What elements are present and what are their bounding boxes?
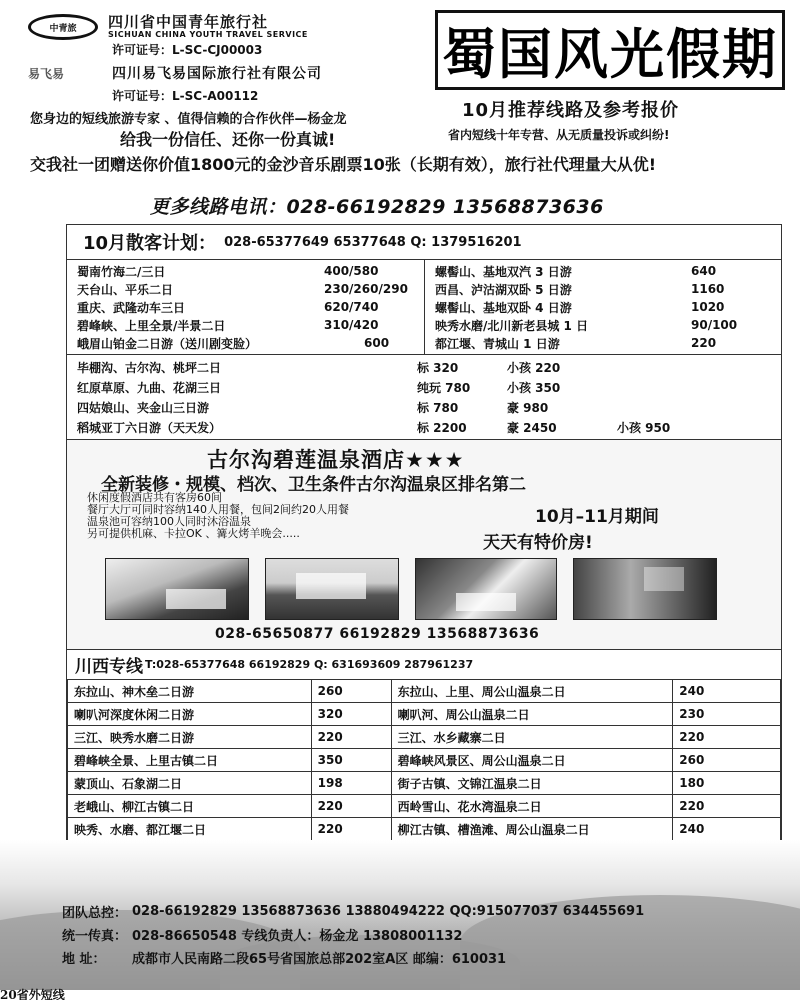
route-name: 东拉山、上里、周公山温泉二日 bbox=[391, 680, 673, 703]
routes-panel bbox=[66, 224, 782, 888]
route-name: 红原草原、九曲、花湖三日 bbox=[77, 380, 222, 395]
west-header bbox=[67, 649, 781, 679]
agency-info bbox=[28, 12, 448, 104]
route-price: 豪 980 bbox=[507, 400, 549, 415]
long-routes bbox=[67, 354, 781, 439]
route-price: 350 bbox=[311, 749, 391, 772]
route-name: 天台山、平乐二日 bbox=[77, 282, 174, 297]
route-price: 320 bbox=[311, 703, 391, 726]
agency1-cn: 四川省中国青年旅行社 bbox=[108, 13, 269, 31]
slogan-trust: 给我一份信任、还你一份真诚! bbox=[120, 130, 336, 149]
route-name: 三江、映秀水磨二日游 bbox=[68, 726, 312, 749]
hotel-photos bbox=[105, 558, 717, 620]
route-name: 螺髻山、基地双汽 3 日游 bbox=[435, 264, 572, 279]
hotel-desc-line: 餐厅大厅可同时容纳140人用餐，包间2间约20人用餐 bbox=[87, 503, 349, 516]
fax-label: 统一传真： bbox=[62, 929, 128, 944]
list-item bbox=[77, 334, 424, 352]
west-phones: T:028-65377648 66192829 Q: 631693609 287961237 bbox=[145, 658, 474, 671]
group-contact bbox=[62, 900, 782, 923]
agency2-cn: 四川易飞易国际旅行社有限公司 bbox=[112, 66, 322, 82]
route-price: 230/260/290 bbox=[324, 282, 408, 296]
route-name: 碧峰峡全景、上里古镇二日 bbox=[68, 749, 312, 772]
more-lines-phone: 更多线路电讯：028-66192829 13568873636 bbox=[150, 196, 604, 218]
table-row bbox=[68, 818, 781, 841]
list-item bbox=[77, 262, 424, 280]
schedule-title: 10月散客计划： bbox=[83, 233, 217, 254]
route-name: 峨眉山铂金二日游（送川剧变脸） bbox=[77, 336, 258, 351]
list-item bbox=[435, 316, 781, 334]
route-name: 四姑娘山、夹金山三日游 bbox=[77, 400, 210, 415]
west-title: 川西专线 bbox=[75, 657, 143, 677]
route-name: 三江、水乡藏寨二日 bbox=[391, 726, 673, 749]
list-item bbox=[77, 298, 424, 316]
route-name: 碧峰峡、上里全景/半景二日 bbox=[77, 318, 226, 333]
slogan-partner: 您身边的短线旅游专家 、值得信赖的合作伙伴—杨金龙 bbox=[30, 112, 347, 127]
list-item bbox=[435, 334, 781, 352]
hotel-desc-line: 休闲度假酒店共有客房60间 bbox=[87, 491, 222, 504]
route-price: 620/740 bbox=[324, 300, 379, 314]
route-name: 街子古镇、文锦江温泉二日 bbox=[391, 772, 673, 795]
route-price: 标 780 bbox=[417, 400, 459, 415]
agency1-en: SICHUAN CHINA YOUTH TRAVEL SERVICE bbox=[108, 30, 308, 39]
slogan-experience: 省内短线十年专营、从无质量投诉或纠纷! bbox=[448, 128, 670, 142]
table-row bbox=[68, 772, 781, 795]
list-item bbox=[435, 298, 781, 316]
hotel-name: 古尔沟碧莲温泉酒店★★★ bbox=[207, 448, 465, 472]
title-box bbox=[435, 10, 785, 90]
schedule-left-col bbox=[67, 260, 424, 354]
address-value: 成都市人民南路二段65号省国旅总部202室A区 邮编：610031 bbox=[132, 952, 507, 967]
route-price: 260 bbox=[673, 749, 781, 772]
list-item bbox=[77, 377, 781, 397]
route-price: 220 bbox=[311, 795, 391, 818]
route-name: 柳江古镇、槽渔滩、周公山温泉二日 bbox=[391, 818, 673, 841]
promo-banner: 交我社一团赠送你价值1800元的金沙音乐剧票10张（长期有效），旅行社代理量大从优! bbox=[30, 155, 657, 174]
group-value: 028-66192829 13568873636 13880494222 QQ:915077037 634455691 bbox=[132, 904, 645, 919]
table-row bbox=[68, 680, 781, 703]
route-name: 映秀、水磨、都江堰二日 bbox=[68, 818, 312, 841]
hotel-period: 10月–11月期间 bbox=[535, 507, 659, 527]
route-price: 小孩 220 bbox=[507, 360, 561, 375]
fax-value: 028-86650548 专线负责人：杨金龙 13808001132 bbox=[132, 929, 463, 944]
route-name: 蒙顶山、石象湖二日 bbox=[68, 772, 312, 795]
route-name: 碧峰峡风景区、周公山温泉二日 bbox=[391, 749, 673, 772]
route-price: 标 2200 bbox=[417, 420, 467, 435]
address-label: 地 址： bbox=[62, 952, 106, 967]
hotel-desc-line: 温泉池可容纳100人同时沐浴温泉 bbox=[87, 515, 251, 528]
route-price: 180 bbox=[673, 772, 781, 795]
route-price: 220 bbox=[311, 818, 391, 841]
route-price: 220 bbox=[691, 336, 717, 350]
route-name: 喇叭河深度休闲二日游 bbox=[68, 703, 312, 726]
route-price: 230 bbox=[673, 703, 781, 726]
route-name: 螺髻山、基地双卧 4 日游 bbox=[435, 300, 572, 315]
route-name: 都江堰、青城山 1 日游 bbox=[435, 336, 560, 351]
schedule-grid bbox=[67, 259, 781, 354]
route-price: 600 bbox=[364, 336, 390, 350]
route-price: 1020 bbox=[691, 300, 725, 314]
route-price: 小孩 950 bbox=[617, 420, 671, 435]
table-row bbox=[68, 749, 781, 772]
list-item bbox=[77, 417, 781, 437]
contact-footer bbox=[62, 900, 782, 969]
address bbox=[62, 946, 782, 969]
page-title: 蜀国风光假期 bbox=[442, 21, 778, 86]
route-name: 西岭雪山、花水湾温泉二日 bbox=[391, 795, 673, 818]
route-price: 640 bbox=[691, 264, 717, 278]
route-name: 毕棚沟、古尔沟、桃坪二日 bbox=[77, 360, 222, 375]
hotel-photo-pool bbox=[105, 558, 249, 620]
group-label: 团队总控： bbox=[62, 906, 128, 921]
route-price: 220 bbox=[673, 795, 781, 818]
hotel-photo-room bbox=[415, 558, 557, 620]
hotel-photo-suite bbox=[573, 558, 717, 620]
hotel-section bbox=[67, 439, 781, 649]
route-name: 东拉山、神木垒二日游 bbox=[68, 680, 312, 703]
schedule-right-col bbox=[424, 260, 781, 354]
table-row bbox=[68, 795, 781, 818]
license1: 许可证号：L-SC-CJ00003 bbox=[112, 43, 263, 57]
hotel-description bbox=[87, 492, 349, 540]
table-row bbox=[68, 726, 781, 749]
route-price: 1160 bbox=[691, 282, 725, 296]
route-name: 喇叭河、周公山温泉二日 bbox=[391, 703, 673, 726]
list-item bbox=[77, 357, 781, 377]
hotel-phones: 028-65650877 66192829 13568873636 bbox=[215, 626, 540, 642]
route-price: 标 320 bbox=[417, 360, 459, 375]
table-row bbox=[68, 703, 781, 726]
license2: 许可证号：L-SC-A00112 bbox=[112, 89, 259, 103]
list-item bbox=[435, 262, 781, 280]
list-item bbox=[435, 280, 781, 298]
agency1-names bbox=[108, 14, 308, 40]
page-footer-note: 20省外短线 bbox=[0, 988, 65, 1000]
route-price: 260 bbox=[311, 680, 391, 703]
list-item bbox=[77, 316, 424, 334]
route-price: 小孩 350 bbox=[507, 380, 561, 395]
hotel-special: 天天有特价房! bbox=[483, 533, 593, 553]
route-price: 纯玩 780 bbox=[417, 380, 471, 395]
hotel-photo-building bbox=[265, 558, 399, 620]
route-price: 220 bbox=[673, 726, 781, 749]
cyts-logo-icon: 中青旅 bbox=[28, 14, 98, 40]
route-price: 240 bbox=[673, 818, 781, 841]
route-price: 90/100 bbox=[691, 318, 738, 332]
october-recommend: 10月推荐线路及参考报价 bbox=[462, 100, 680, 121]
list-item bbox=[77, 280, 424, 298]
hotel-rank: 全新装修・规模、档次、卫生条件古尔沟温泉区排名第二 bbox=[101, 475, 526, 495]
route-name: 老峨山、柳江古镇二日 bbox=[68, 795, 312, 818]
route-price: 豪 2450 bbox=[507, 420, 557, 435]
yifeiyi-logo-icon: 易飞易 bbox=[28, 66, 65, 81]
agency2-row bbox=[28, 58, 448, 88]
route-name: 重庆、武隆动车三日 bbox=[77, 300, 186, 315]
route-name: 稻城亚丁六日游（天天发） bbox=[77, 420, 222, 435]
route-name: 蜀南竹海二/三日 bbox=[77, 264, 166, 279]
route-name: 西昌、泸沽湖双卧 5 日游 bbox=[435, 282, 572, 297]
schedule-phones: 028-65377649 65377648 Q: 1379516201 bbox=[224, 234, 522, 250]
route-price: 400/580 bbox=[324, 264, 379, 278]
route-price: 198 bbox=[311, 772, 391, 795]
route-price: 220 bbox=[311, 726, 391, 749]
route-name: 映秀水磨/北川新老县城 1 日 bbox=[435, 318, 589, 333]
schedule-header bbox=[67, 225, 781, 259]
fax-contact bbox=[62, 923, 782, 946]
route-price: 240 bbox=[673, 680, 781, 703]
agency1-row bbox=[28, 12, 448, 42]
hotel-desc-line: 另可提供机麻、卡拉OK 、篝火烤羊晚会..... bbox=[87, 527, 300, 540]
route-price: 310/420 bbox=[324, 318, 379, 332]
list-item bbox=[77, 397, 781, 417]
